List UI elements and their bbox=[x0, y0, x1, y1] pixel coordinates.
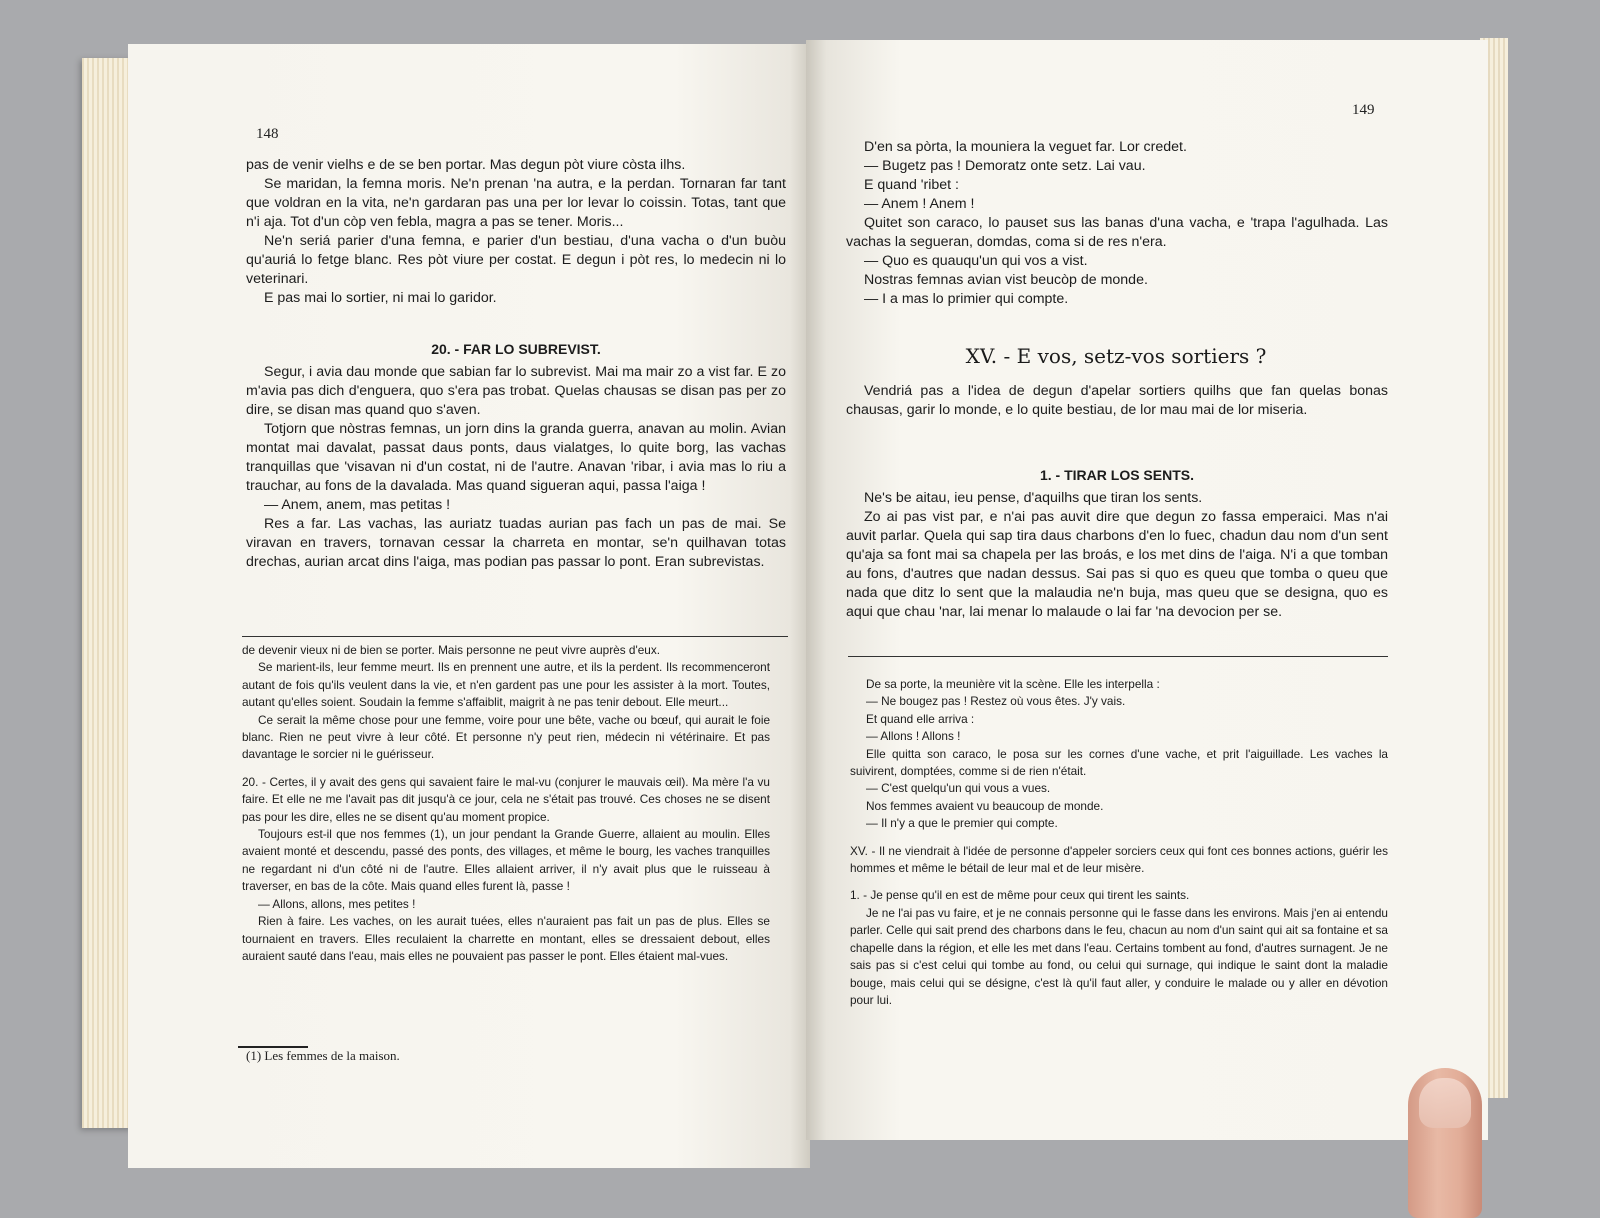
french-paragraph: Toujours est-il que nos femmes (1), un jour pendant la Grande Guerre, allaient au moulin. Elles avaient monté et descendu, passé des ponts, des villages, et même le bourg, les vaches tranquilles ne regardant ni d'un côté ni de l'autre. Elles allaient arriver, il n'y avait plus que le ruisseau à traverser, en bas de la côte. Mais quand elles furent là, passe ! bbox=[242, 827, 770, 894]
french-translation-block bbox=[850, 676, 1388, 1009]
page-number: 149 bbox=[1352, 102, 1375, 118]
page-number: 148 bbox=[256, 126, 279, 142]
right-page bbox=[806, 40, 1488, 1140]
french-paragraph: XV. - Il ne viendrait à l'idée de personne d'appeler sorciers ceux qui font ces bonnes actions, guérir les hommes et même le bétail de leur mal et de leur misère. bbox=[850, 843, 1388, 876]
occitan-paragraph: Se maridan, la femna moris. Ne'n prenan 'na autra, e la perdan. Tornaran far tant que voldran en la vita, ne'n gardaran pas una per lor levar lo coissin. Totas, tant que n'i aja. Tot d'un còp ven febla, magra a pas se tener. Moris... bbox=[246, 176, 786, 230]
french-paragraph: — Il n'y a que le premier qui compte. bbox=[866, 816, 1058, 831]
french-paragraph: — Allons, allons, mes petites ! bbox=[258, 896, 416, 911]
occitan-paragraph: — I a mas lo primier qui compte. bbox=[864, 291, 1069, 307]
occitan-paragraph: — Anem, anem, mas petitas ! bbox=[264, 497, 451, 513]
occitan-text-block bbox=[846, 138, 1388, 309]
occitan-paragraph: pas de venir vielhs e de se ben portar. Mas degun pòt viure còsta ilhs. bbox=[246, 157, 686, 173]
french-paragraph: — Allons ! Allons ! bbox=[866, 729, 961, 744]
section-title: 1. - TIRAR LOS SENTS. bbox=[1039, 467, 1194, 483]
french-paragraph: Se marient-ils, leur femme meurt. Ils en prennent une autre, et ils la perdent. Ils recommenceront autant de fois qu'ils veulent dans la vie, et n'en gardent pas une pour les assister à la mort. Toutes, autant qu'elles soient. Soudain la femme s'affaiblit, maigrit à ne pas tenir debout. Elle meurt... bbox=[242, 660, 770, 710]
occitan-paragraph: — Quo es quauqu'un qui vos a vist. bbox=[864, 253, 1088, 269]
french-paragraph: Rien à faire. Les vaches, on les aurait tuées, elles n'auraient pas fait un pas de plus. Elles se tournaient en travers. Elles reculaient la charrette en montant, elles se dressaient debout, elles auraient sauté dans l'eau, mais elles ne pouvaient pas passer le pont. Elles étaient mal-vues. bbox=[242, 914, 770, 963]
french-paragraph: Nos femmes avaient vu beaucoup de monde. bbox=[866, 798, 1104, 813]
french-paragraph: Elle quitta son caraco, le posa sur les cornes d'une vache, et prit l'aiguillade. Les vaches la suivirent, domptées, comme si de rien n'était. bbox=[850, 746, 1388, 779]
occitan-paragraph: Nostras femnas avian vist beucòp de monde. bbox=[864, 272, 1148, 288]
french-paragraph: 1. - Je pense qu'il en est de même pour ceux qui tirent les saints. bbox=[850, 888, 1190, 903]
occitan-paragraph: — Anem ! Anem ! bbox=[864, 196, 975, 212]
occitan-paragraph: D'en sa pòrta, la mouniera la veguet far. Lor credet. bbox=[864, 139, 1187, 155]
occitan-paragraph: Zo ai pas vist par, e n'ai pas auvit dire que degun zo fassa emperaici. Mas n'ai auvit parlar. Quela qui sap tira daus charbons d'en lo fuec, chadun dau nom d'un sent qu'aja sa font mai sa chapela per las broás, e los met dins de l'aiga. N'i a que tomban au fons, d'autres que nadan dessus. Sai pas si quo es queu que tomba o queu que nada que ditz lo sent que la malaudia ne'n buja, mas queu que se designa, quo es aqui que chau 'nar, lai menar lo malaude o lai far 'na devocion per se. bbox=[846, 509, 1388, 620]
occitan-paragraph: Totjorn que nòstras femnas, un jorn dins la granda guerra, anavan au molin. Avian montat mai davalat, passat daus ponts, daus vialatges, lo quite borg, las vachas tranquillas que 'visavan ni d'un costat, ni de l'autre. Anavan 'ribar, i avia mas lo riu a trauchar, au fons de la davalada. Mas quand sigueran aqui, passa l'aiga ! bbox=[246, 421, 786, 494]
french-translation-block bbox=[242, 642, 770, 965]
divider-rule bbox=[242, 636, 788, 637]
chapter-title: XV. - E vos, setz-vos sortiers ? bbox=[965, 344, 1267, 368]
occitan-paragraph: Segur, i avia dau monde que sabian far lo subrevist. Mai ma mair zo a vist far. E zo m'avia pas dich d'enguera, quo s'era pas trobat. Quelas chausas se disan pas per zo dire, se disan mas quand quo s'aven. bbox=[246, 364, 786, 418]
occitan-paragraph: Ne's be aitau, ieu pense, d'aquilhs que tiran los sents. bbox=[864, 490, 1203, 506]
occitan-paragraph: Res a far. Las vachas, las auriatz tuadas aurian pas fach un pas de mai. Se viravan en travers, tornavan cessar la charreta en montar, se'n quilhavan totas drechas, aurian arcat dins l'aiga, mas podian pas passar lo pont. Eran subrevistas. bbox=[246, 516, 786, 570]
occitan-section-block bbox=[246, 334, 786, 572]
occitan-paragraph: E pas mai lo sortier, ni mai lo garidor. bbox=[264, 290, 497, 306]
footnote: (1) Les femmes de la maison. bbox=[246, 1048, 400, 1063]
occitan-text-block bbox=[246, 156, 786, 308]
section-title: 20. - FAR LO SUBREVIST. bbox=[431, 341, 601, 357]
french-paragraph: 20. - Certes, il y avait des gens qui savaient faire le mal-vu (conjurer le mauvais œil). Ma mère l'a vu faire. Et elle ne me l'avait pas dit jusqu'à ce jour, cela ne s'était pas trouvé. Ces choses ne se disent pas pour les dire, elles ne se disent qu'au moment propice. bbox=[242, 774, 770, 824]
occitan-paragraph: E quand 'ribet : bbox=[864, 177, 959, 193]
occitan-paragraph: — Bugetz pas ! Demoratz onte setz. Lai vau. bbox=[864, 158, 1146, 174]
french-paragraph: Et quand elle arriva : bbox=[866, 711, 975, 726]
french-paragraph: de devenir vieux ni de bien se porter. Mais personne ne peut vivre auprès d'eux. bbox=[242, 643, 661, 657]
french-paragraph: Je ne l'ai pas vu faire, et je ne connais personne qui le fasse dans les environs. Mais j'en ai entendu parler. Celle qui sait prend des charbons dans le feu, chacun au nom d'un saint qui ait sa fontaine et sa chapelle dans la région, et elle les met dans l'eau. Certains tombent au fond, d'autres surnagent. Je ne sais pas si c'est celui qui tombe au fond, ou celui qui surnage, qui indique le saint dont la maladie bouge, mais celui qui se désigne, c'est là qu'il faut aller, y conduire le malade ou y aller en dévotion pour lui. bbox=[850, 905, 1388, 1007]
chapter-intro-block bbox=[846, 382, 1388, 420]
french-paragraph: De sa porte, la meunière vit la scène. Elle les interpella : bbox=[866, 677, 1160, 691]
french-paragraph: — C'est quelqu'un qui vous a vues. bbox=[866, 781, 1051, 796]
occitan-paragraph: Ne'n seriá parier d'una femna, e parier d'un bestiau, d'una vacha o d'un buòu qu'auriá lo fetge blanc. Res pòt viure per costat. E degun i pòt res, lo medecin ni lo veterinari. bbox=[246, 233, 786, 287]
fingernail bbox=[1419, 1078, 1471, 1128]
divider-rule bbox=[848, 656, 1388, 657]
left-page bbox=[128, 44, 810, 1168]
occitan-section-block bbox=[846, 460, 1388, 622]
french-paragraph: Ce serait la même chose pour une femme, voire pour une bête, vache ou bœuf, qui aurait le foie blanc. Rien ne peut vivre à leur côté. Et personne n'y peut rien, médecin ni vétérinaire. Et pas davantage le sorcier ni le guérisseur. bbox=[242, 712, 770, 762]
chapter-intro: Vendriá pas a l'idea de degun d'apelar sortiers quilhs que fan quelas bonas chausas, garir lo monde, e lo quite bestiau, de lor mau mai de lor miseria. bbox=[846, 383, 1388, 418]
left-page-stack-edge bbox=[82, 58, 134, 1128]
occitan-paragraph: Quitet son caraco, lo pauset sus las banas d'una vacha, e 'trapa l'agulhada. Las vachas la segueran, domdas, coma si de res n'era. bbox=[846, 215, 1388, 250]
french-paragraph: — Ne bougez pas ! Restez où vous êtes. J'y vais. bbox=[866, 694, 1126, 709]
